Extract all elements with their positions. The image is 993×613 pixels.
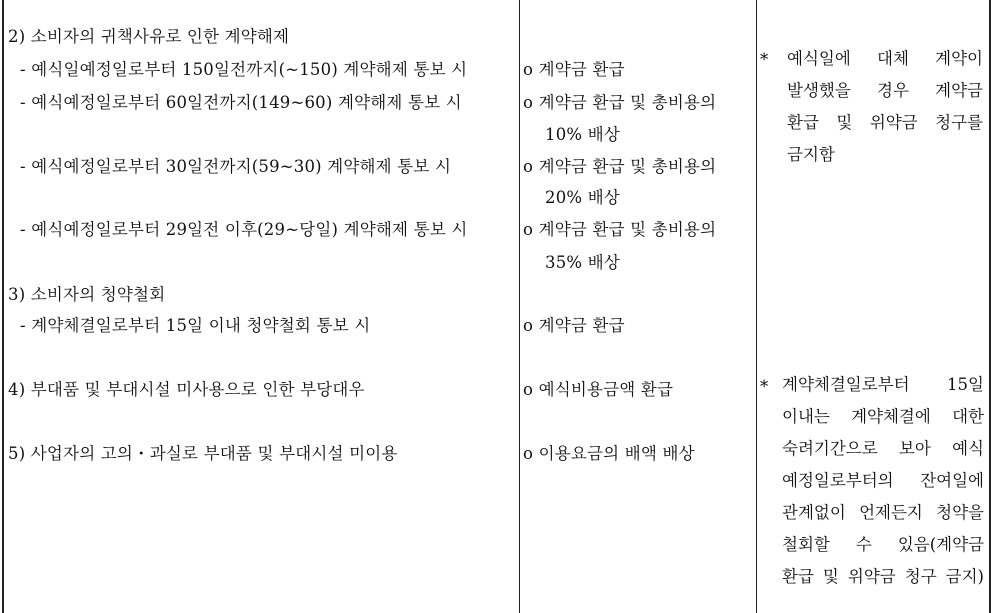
clause-item: - 예식예정일로부터 60일전까지(149~60) 계약해제 통보 시 xyxy=(20,93,462,112)
remedy-text: o 계약금 환급 및 총비용의 xyxy=(523,93,717,112)
table-right-border xyxy=(989,0,991,613)
clause-item: - 예식일예정일로부터 150일전까지(~150) 계약해제 통보 시 xyxy=(20,60,468,79)
note-1-text xyxy=(787,43,983,171)
note-line: 환급 및 위약금 청구 금지) xyxy=(782,567,984,586)
clause-item: - 예식예정일로부터 30일전까지(59~30) 계약해제 통보 시 xyxy=(20,157,452,176)
note-2-text xyxy=(782,369,984,593)
note-line: 발생했을 경우 계약금 xyxy=(787,81,983,100)
remedy-text: o 계약금 환급 xyxy=(523,60,625,79)
remedy-text: o 계약금 환급 및 총비용의 xyxy=(523,220,717,239)
note-line: 관계없이 언제든지 청약을 xyxy=(782,503,984,522)
note-line: 이내는 계약체결에 대한 xyxy=(782,407,984,426)
clause-item: - 예식예정일로부터 29일전 이후(29~당일) 계약해제 통보 시 xyxy=(20,220,468,239)
cause-column xyxy=(4,0,518,613)
remedy-text-continued: 20% 배상 xyxy=(545,188,620,207)
note-line: 계약체결일로부터 15일 xyxy=(782,375,984,394)
remedy-text: o 예식비용금액 환급 xyxy=(523,380,674,399)
remedy-column xyxy=(520,0,756,613)
section-5-title: 5) 사업자의 고의・과실로 부대품 및 부대시설 미이용 xyxy=(8,444,398,463)
notes-column xyxy=(757,0,989,613)
note-line: 예식일에 대체 계약이 xyxy=(787,49,983,68)
remedy-text: o 계약금 환급 xyxy=(523,316,625,335)
section-2-title: 2) 소비자의 귀책사유로 인한 계약해제 xyxy=(8,27,290,46)
remedy-text: o 계약금 환급 및 총비용의 xyxy=(523,157,717,176)
note-line: 예정일로부터의 잔여일에 xyxy=(782,471,984,490)
note-1-marker: * xyxy=(760,50,769,69)
remedy-text: o 이용요금의 배액 배상 xyxy=(523,444,695,463)
note-line: 환급 및 위약금 청구를 xyxy=(787,113,983,132)
section-4-title: 4) 부대품 및 부대시설 미사용으로 인한 부당대우 xyxy=(8,380,365,399)
note-line: 숙려기간으로 보아 예식 xyxy=(782,439,984,458)
clause-item: - 계약체결일로부터 15일 이내 청약철회 통보 시 xyxy=(20,316,371,335)
remedy-text-continued: 10% 배상 xyxy=(545,125,620,144)
note-2-marker: * xyxy=(760,377,769,396)
section-3-title: 3) 소비자의 청약철회 xyxy=(8,285,166,304)
note-line: 철회할 수 있음(계약금 xyxy=(782,535,984,554)
note-line: 금지함 xyxy=(787,145,835,164)
remedy-text-continued: 35% 배상 xyxy=(545,253,620,272)
